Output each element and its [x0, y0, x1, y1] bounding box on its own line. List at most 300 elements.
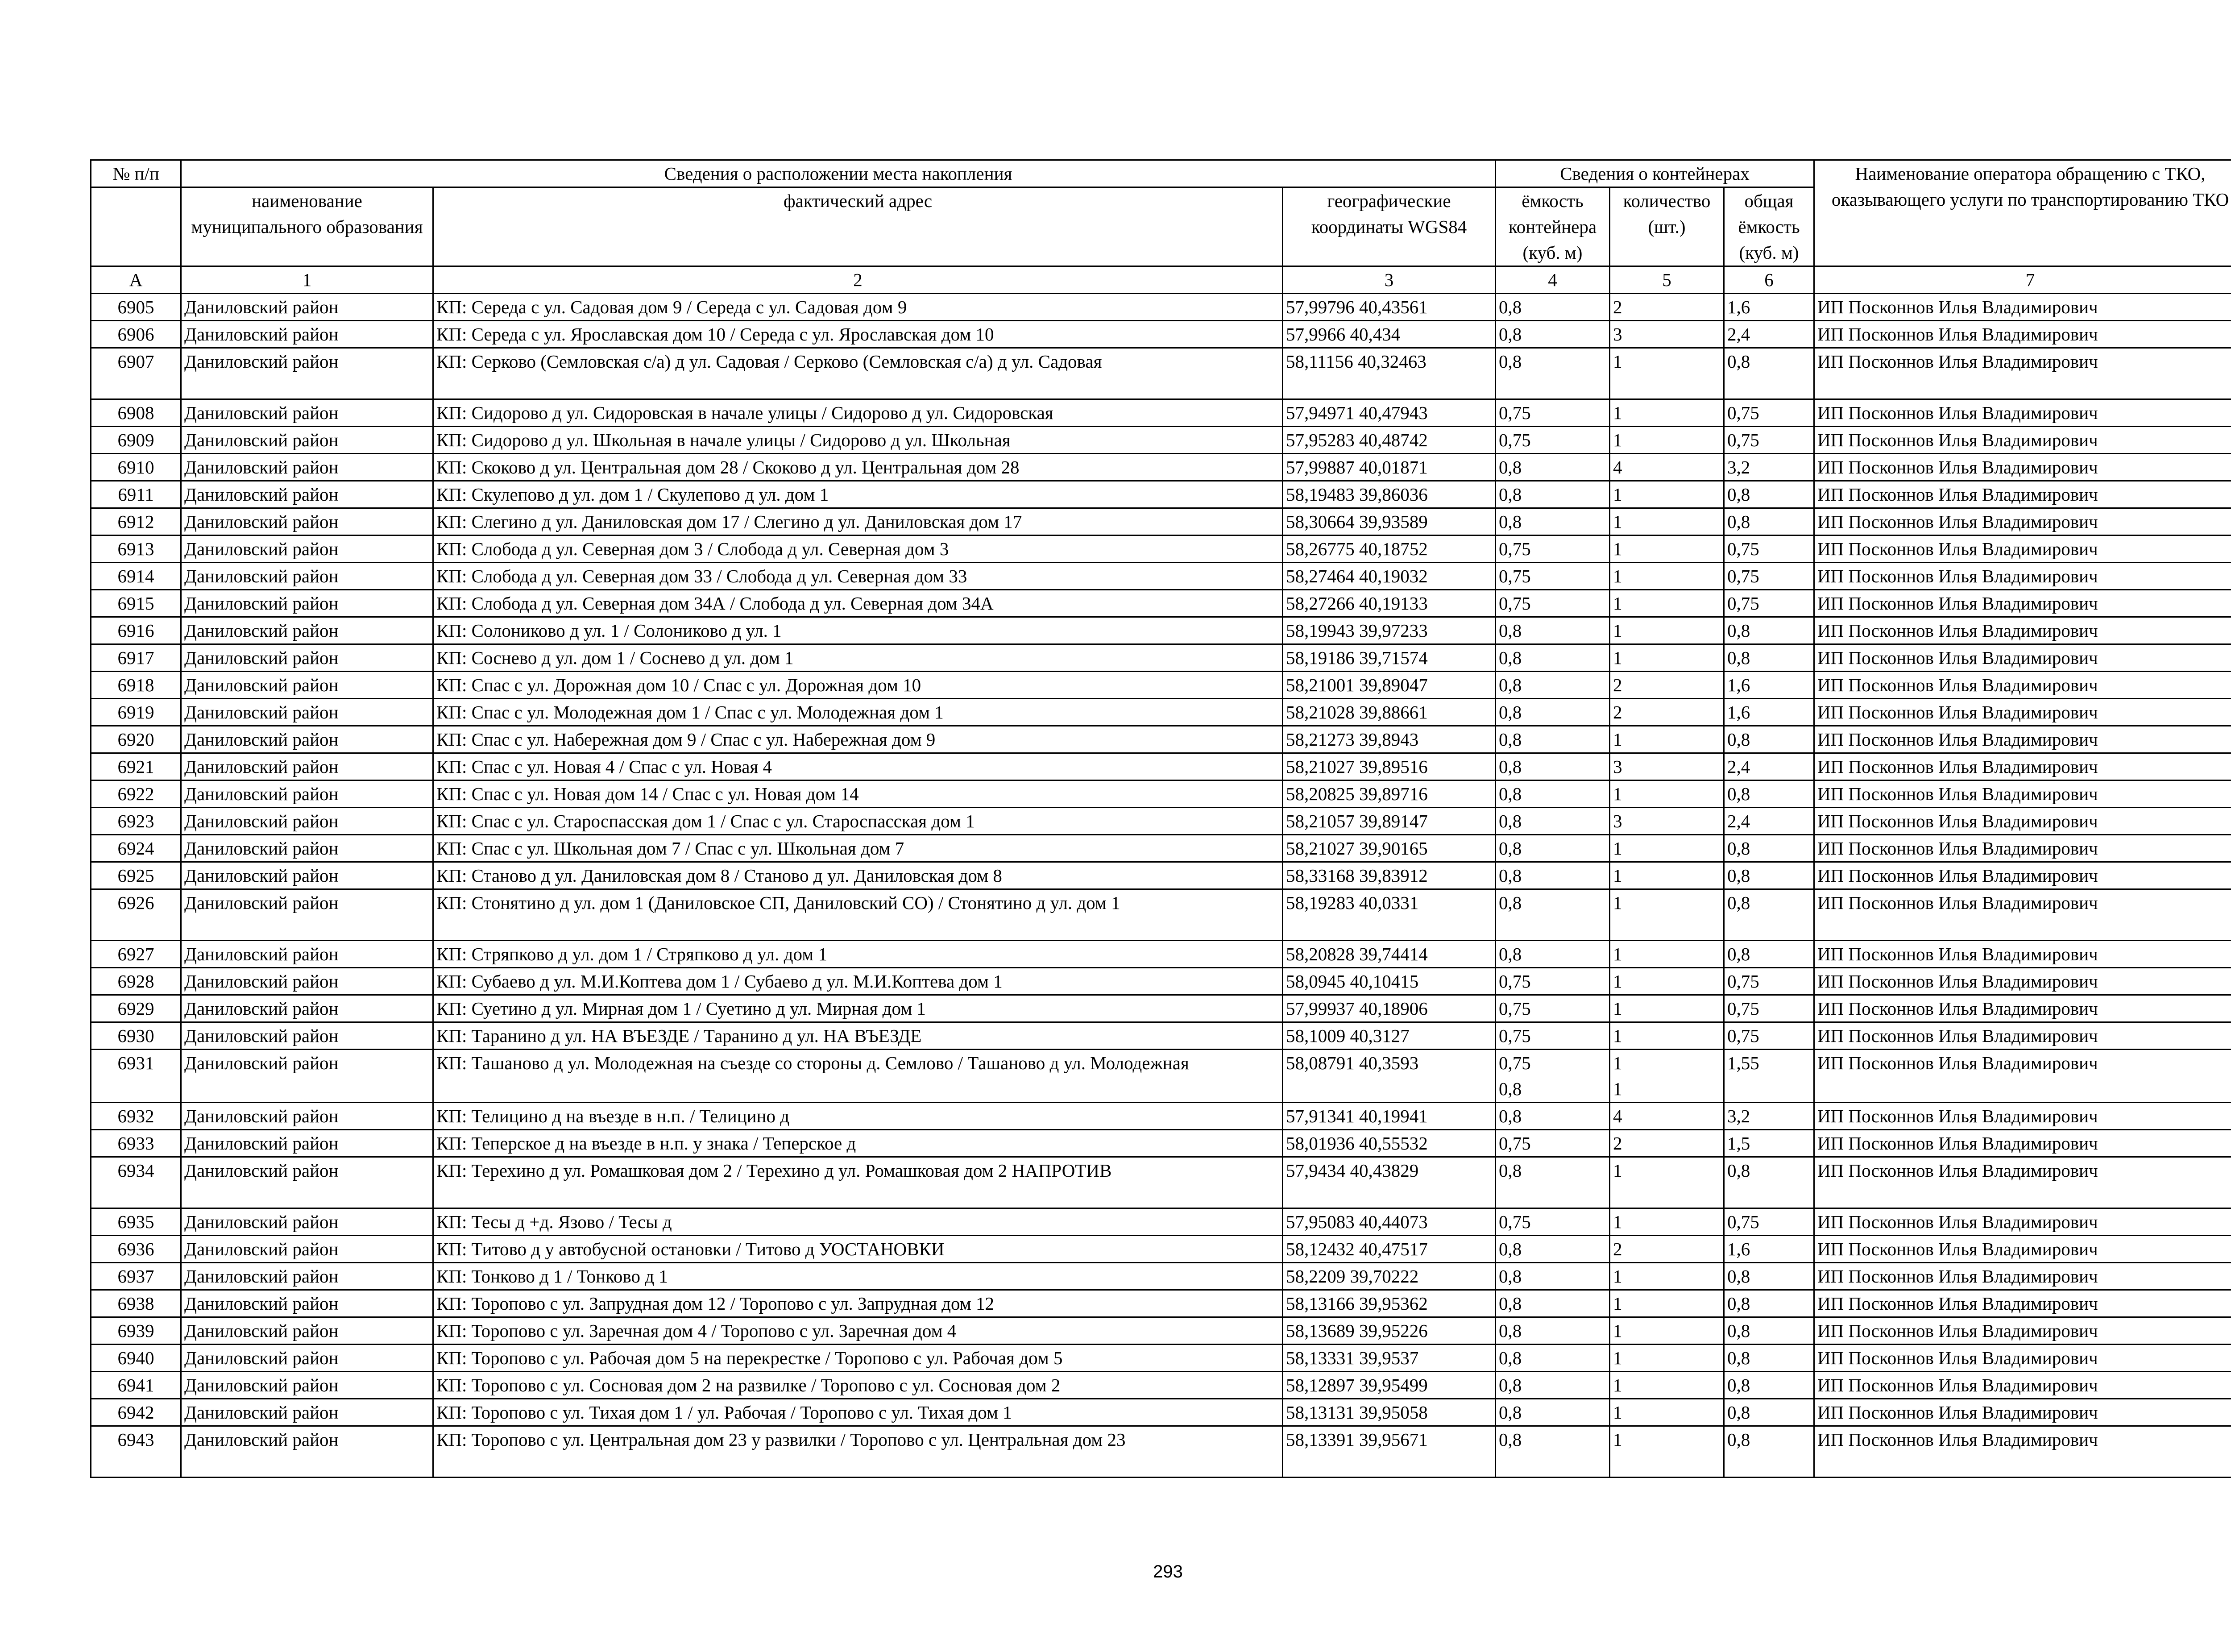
- capacity-cell-value: 0,8: [1499, 838, 1522, 859]
- row-number: 6917: [91, 644, 181, 672]
- municipality-cell: Даниловский район: [181, 563, 433, 590]
- capacity-cell: [1496, 563, 1610, 590]
- capacity-cell: [1496, 348, 1610, 399]
- count-cell: [1610, 726, 1724, 753]
- capacity-cell: [1496, 1317, 1610, 1345]
- count-cell-value: 2: [1613, 675, 1622, 695]
- index-cell: 5: [1610, 266, 1724, 294]
- table-row: [91, 968, 2231, 995]
- municipality-cell: Даниловский район: [181, 454, 433, 481]
- table-row: [91, 1263, 2231, 1290]
- table-row: [91, 941, 2231, 968]
- coords-cell: 58,19186 39,71574: [1283, 644, 1496, 672]
- row-number: 6931: [91, 1050, 181, 1103]
- count-cell-value: 1: [1613, 971, 1622, 992]
- municipality-cell: Даниловский район: [181, 1345, 433, 1372]
- count-cell-value: 1: [1613, 1429, 1622, 1450]
- coords-cell: 58,13689 39,95226: [1283, 1317, 1496, 1345]
- count-cell: [1610, 294, 1724, 321]
- address-cell: КП: Спас с ул. Староспасская дом 1 / Спас с ул. Староспасская дом 1: [433, 808, 1283, 835]
- count-cell-value: 1: [1613, 998, 1622, 1019]
- header-containers-group: Сведения о контейнерах: [1496, 160, 1814, 187]
- total-cell: 0,8: [1724, 617, 1814, 644]
- capacity-cell-value: 0,75: [1499, 998, 1531, 1019]
- coords-cell: 58,20825 39,89716: [1283, 780, 1496, 808]
- address-cell: КП: Сидорово д ул. Сидоровская в начале улицы / Сидорово д ул. Сидоровская: [433, 399, 1283, 427]
- total-cell: 3,2: [1724, 1103, 1814, 1130]
- municipality-cell: Даниловский район: [181, 1022, 433, 1050]
- coords-cell: 58,27266 40,19133: [1283, 590, 1496, 617]
- count-cell-value: 2: [1613, 297, 1622, 317]
- index-cell: 7: [1814, 266, 2231, 294]
- municipality-cell: Даниловский район: [181, 348, 433, 399]
- count-cell: [1610, 427, 1724, 454]
- count-cell: [1610, 399, 1724, 427]
- operator-cell: ИП Посконнов Илья Владимирович: [1814, 1022, 2231, 1050]
- count-cell-value: 1: [1613, 1293, 1622, 1314]
- count-cell: [1610, 563, 1724, 590]
- municipality-cell: Даниловский район: [181, 1372, 433, 1399]
- municipality-cell: Даниловский район: [181, 427, 433, 454]
- capacity-cell: [1496, 808, 1610, 835]
- municipality-cell: Даниловский район: [181, 1157, 433, 1208]
- coords-cell: 58,19283 40,0331: [1283, 889, 1496, 941]
- capacity-cell: [1496, 941, 1610, 968]
- capacity-cell-value: 0,8: [1499, 1079, 1522, 1099]
- capacity-cell: [1496, 617, 1610, 644]
- count-cell: [1610, 508, 1724, 535]
- count-cell: [1610, 1263, 1724, 1290]
- count-cell: [1610, 535, 1724, 563]
- operator-cell: ИП Посконнов Илья Владимирович: [1814, 1263, 2231, 1290]
- header-operator: Наименование оператора обращению с ТКО, оказывающего услуги по транспортированию ТКО: [1814, 160, 2231, 266]
- table-row: [91, 1130, 2231, 1157]
- coords-cell: 58,11156 40,32463: [1283, 348, 1496, 399]
- count-cell-value: 1: [1613, 865, 1622, 886]
- coords-cell: 57,99887 40,01871: [1283, 454, 1496, 481]
- count-cell-value: 1: [1613, 1375, 1622, 1395]
- header-total: общая ёмкость (куб. м): [1724, 187, 1814, 266]
- index-cell: 1: [181, 266, 433, 294]
- count-cell-value: 1: [1613, 1212, 1622, 1232]
- row-number: 6924: [91, 835, 181, 862]
- count-cell: [1610, 348, 1724, 399]
- table-row: [91, 1022, 2231, 1050]
- operator-cell: ИП Посконнов Илья Владимирович: [1814, 427, 2231, 454]
- municipality-cell: Даниловский район: [181, 1236, 433, 1263]
- total-cell: 1,6: [1724, 1236, 1814, 1263]
- table-row: [91, 726, 2231, 753]
- operator-cell: ИП Посконнов Илья Владимирович: [1814, 1345, 2231, 1372]
- table-row: [91, 535, 2231, 563]
- municipality-cell: Даниловский район: [181, 672, 433, 699]
- total-cell: 1,55: [1724, 1050, 1814, 1103]
- count-cell-value: 1: [1613, 539, 1622, 559]
- operator-cell: ИП Посконнов Илья Владимирович: [1814, 321, 2231, 348]
- capacity-cell: [1496, 454, 1610, 481]
- coords-cell: 58,20828 39,74414: [1283, 941, 1496, 968]
- operator-cell: ИП Посконнов Илья Владимирович: [1814, 1426, 2231, 1478]
- capacity-cell: [1496, 644, 1610, 672]
- row-number: 6906: [91, 321, 181, 348]
- row-number: 6939: [91, 1317, 181, 1345]
- count-cell: [1610, 1050, 1724, 1103]
- row-number: 6940: [91, 1345, 181, 1372]
- capacity-cell-value: 0,75: [1499, 1053, 1531, 1073]
- municipality-cell: Даниловский район: [181, 1103, 433, 1130]
- table-row: [91, 454, 2231, 481]
- coords-cell: 58,2209 39,70222: [1283, 1263, 1496, 1290]
- count-cell: [1610, 995, 1724, 1022]
- municipality-cell: Даниловский район: [181, 968, 433, 995]
- count-cell: [1610, 753, 1724, 780]
- municipality-cell: Даниловский район: [181, 481, 433, 508]
- capacity-cell: [1496, 1290, 1610, 1317]
- table-row: [91, 1208, 2231, 1236]
- count-cell-value: 1: [1613, 1402, 1622, 1423]
- coords-cell: 58,12432 40,47517: [1283, 1236, 1496, 1263]
- table-row: [91, 1345, 2231, 1372]
- header-address: фактический адрес: [433, 187, 1283, 266]
- capacity-cell-value: 0,8: [1499, 729, 1522, 750]
- address-cell: КП: Теперское д на въезде в н.п. у знака / Теперское д: [433, 1130, 1283, 1157]
- address-cell: КП: Торопово с ул. Запрудная дом 12 / Торопово с ул. Запрудная дом 12: [433, 1290, 1283, 1317]
- address-cell: КП: Слобода д ул. Северная дом 33 / Слобода д ул. Северная дом 33: [433, 563, 1283, 590]
- row-number: 6935: [91, 1208, 181, 1236]
- table-row: [91, 644, 2231, 672]
- address-cell: КП: Станово д ул. Даниловская дом 8 / Станово д ул. Даниловская дом 8: [433, 862, 1283, 889]
- total-cell: 0,75: [1724, 427, 1814, 454]
- capacity-cell-value: 0,8: [1499, 1293, 1522, 1314]
- address-cell: КП: Торопово с ул. Центральная дом 23 у развилки / Торопово с ул. Центральная дом 23: [433, 1426, 1283, 1478]
- municipality-cell: Даниловский район: [181, 726, 433, 753]
- municipality-cell: Даниловский район: [181, 1130, 433, 1157]
- total-cell: 0,75: [1724, 1022, 1814, 1050]
- total-cell: 0,8: [1724, 481, 1814, 508]
- index-cell: 4: [1496, 266, 1610, 294]
- table-row: [91, 862, 2231, 889]
- count-cell-value: 1: [1613, 403, 1622, 423]
- capacity-cell: [1496, 1022, 1610, 1050]
- table-row: [91, 294, 2231, 321]
- header-location-group: Сведения о расположении места накопления: [181, 160, 1496, 187]
- count-cell-value: 1: [1613, 1348, 1622, 1368]
- total-cell: 0,75: [1724, 1208, 1814, 1236]
- count-cell: [1610, 617, 1724, 644]
- capacity-cell-value: 0,8: [1499, 1106, 1522, 1126]
- capacity-cell-value: 0,75: [1499, 539, 1531, 559]
- count-cell: [1610, 481, 1724, 508]
- total-cell: 0,8: [1724, 508, 1814, 535]
- address-cell: КП: Скоково д ул. Центральная дом 28 / Скоково д ул. Центральная дом 28: [433, 454, 1283, 481]
- index-cell: А: [91, 266, 181, 294]
- row-number: 6937: [91, 1263, 181, 1290]
- address-cell: КП: Слегино д ул. Даниловская дом 17 / Слегино д ул. Даниловская дом 17: [433, 508, 1283, 535]
- operator-cell: ИП Посконнов Илья Владимирович: [1814, 753, 2231, 780]
- municipality-cell: Даниловский район: [181, 1317, 433, 1345]
- row-number: 6927: [91, 941, 181, 968]
- table-row: [91, 699, 2231, 726]
- count-cell-value: 1: [1613, 566, 1622, 586]
- address-cell: КП: Спас с ул. Школьная дом 7 / Спас с ул. Школьная дом 7: [433, 835, 1283, 862]
- total-cell: 0,8: [1724, 1426, 1814, 1478]
- total-cell: 0,8: [1724, 1157, 1814, 1208]
- address-cell: КП: Спас с ул. Набережная дом 9 / Спас с ул. Набережная дом 9: [433, 726, 1283, 753]
- coords-cell: 57,91341 40,19941: [1283, 1103, 1496, 1130]
- table-row: [91, 1290, 2231, 1317]
- table-row: [91, 1372, 2231, 1399]
- capacity-cell: [1496, 835, 1610, 862]
- row-number: 6930: [91, 1022, 181, 1050]
- table-header: [91, 160, 2231, 294]
- address-cell: КП: Спас с ул. Молодежная дом 1 / Спас с ул. Молодежная дом 1: [433, 699, 1283, 726]
- address-cell: КП: Тонково д 1 / Тонково д 1: [433, 1263, 1283, 1290]
- operator-cell: ИП Посконнов Илья Владимирович: [1814, 508, 2231, 535]
- operator-cell: ИП Посконнов Илья Владимирович: [1814, 1130, 2231, 1157]
- address-cell: КП: Торопово с ул. Тихая дом 1 / ул. Рабочая / Торопово с ул. Тихая дом 1: [433, 1399, 1283, 1426]
- municipality-cell: Даниловский район: [181, 399, 433, 427]
- municipality-cell: Даниловский район: [181, 617, 433, 644]
- total-cell: 2,4: [1724, 321, 1814, 348]
- operator-cell: ИП Посконнов Илья Владимирович: [1814, 454, 2231, 481]
- table-row: [91, 1317, 2231, 1345]
- municipality-cell: Даниловский район: [181, 889, 433, 941]
- capacity-cell-value: 0,8: [1499, 1402, 1522, 1423]
- capacity-cell: [1496, 995, 1610, 1022]
- municipality-cell: Даниловский район: [181, 699, 433, 726]
- address-cell: КП: Спас с ул. Новая дом 14 / Спас с ул. Новая дом 14: [433, 780, 1283, 808]
- municipality-cell: Даниловский район: [181, 590, 433, 617]
- capacity-cell: [1496, 1103, 1610, 1130]
- capacity-cell-value: 0,8: [1499, 1160, 1522, 1181]
- total-cell: 0,8: [1724, 889, 1814, 941]
- operator-cell: ИП Посконнов Илья Владимирович: [1814, 1157, 2231, 1208]
- total-cell: 0,8: [1724, 1290, 1814, 1317]
- operator-cell: ИП Посконнов Илья Владимирович: [1814, 699, 2231, 726]
- count-cell: [1610, 699, 1724, 726]
- capacity-cell: [1496, 753, 1610, 780]
- capacity-cell-value: 0,75: [1499, 1212, 1531, 1232]
- count-cell-value: 1: [1613, 784, 1622, 804]
- row-number: 6914: [91, 563, 181, 590]
- row-number: 6920: [91, 726, 181, 753]
- capacity-cell-value: 0,8: [1499, 811, 1522, 831]
- row-number: 6919: [91, 699, 181, 726]
- capacity-cell-value: 0,75: [1499, 593, 1531, 614]
- capacity-cell: [1496, 321, 1610, 348]
- count-cell: [1610, 672, 1724, 699]
- capacity-cell-value: 0,8: [1499, 1320, 1522, 1341]
- address-cell: КП: Слобода д ул. Северная дом 3 / Слобода д ул. Северная дом 3: [433, 535, 1283, 563]
- address-cell: КП: Серково (Семловская с/а) д ул. Садовая / Серково (Семловская с/а) д ул. Садовая: [433, 348, 1283, 399]
- operator-cell: ИП Посконнов Илья Владимирович: [1814, 995, 2231, 1022]
- coords-cell: 58,13331 39,9537: [1283, 1345, 1496, 1372]
- address-cell: КП: Тесы д +д. Язово / Тесы д: [433, 1208, 1283, 1236]
- coords-cell: 57,9434 40,43829: [1283, 1157, 1496, 1208]
- capacity-cell-value: 0,75: [1499, 430, 1531, 450]
- address-cell: КП: Скулепово д ул. дом 1 / Скулепово д ул. дом 1: [433, 481, 1283, 508]
- count-cell-value: 1: [1613, 1053, 1622, 1073]
- row-number: 6925: [91, 862, 181, 889]
- address-cell: КП: Соснево д ул. дом 1 / Соснево д ул. дом 1: [433, 644, 1283, 672]
- header-index-row: [91, 266, 2231, 294]
- total-cell: 1,6: [1724, 672, 1814, 699]
- capacity-cell: [1496, 889, 1610, 941]
- coords-cell: 58,21027 39,89516: [1283, 753, 1496, 780]
- count-cell-value: 1: [1613, 484, 1622, 505]
- total-cell: 2,4: [1724, 753, 1814, 780]
- operator-cell: ИП Посконнов Илья Владимирович: [1814, 294, 2231, 321]
- address-cell: КП: Торопово с ул. Заречная дом 4 / Торопово с ул. Заречная дом 4: [433, 1317, 1283, 1345]
- header-coords: географические координаты WGS84: [1283, 187, 1496, 266]
- total-cell: 0,8: [1724, 1263, 1814, 1290]
- address-cell: КП: Ташаново д ул. Молодежная на съезде со стороны д. Семлово / Ташаново д ул. Молодежная: [433, 1050, 1283, 1103]
- coords-cell: 58,21027 39,90165: [1283, 835, 1496, 862]
- row-number: 6943: [91, 1426, 181, 1478]
- address-cell: КП: Стонятино д ул. дом 1 (Даниловское СП, Даниловский СО) / Стонятино д ул. дом 1: [433, 889, 1283, 941]
- total-cell: 0,8: [1724, 1372, 1814, 1399]
- table-row: [91, 321, 2231, 348]
- index-cell: 6: [1724, 266, 1814, 294]
- coords-cell: 58,33168 39,83912: [1283, 862, 1496, 889]
- capacity-cell-value: 0,8: [1499, 351, 1522, 372]
- table-row: [91, 1399, 2231, 1426]
- index-cell: 2: [433, 266, 1283, 294]
- capacity-cell-value: 0,8: [1499, 620, 1522, 641]
- table-row: [91, 427, 2231, 454]
- count-cell-value: 2: [1613, 702, 1622, 722]
- row-number: 6910: [91, 454, 181, 481]
- row-number: 6942: [91, 1399, 181, 1426]
- capacity-cell-value: 0,8: [1499, 1239, 1522, 1259]
- count-cell: [1610, 889, 1724, 941]
- capacity-cell-value: 0,8: [1499, 944, 1522, 964]
- table-row: [91, 563, 2231, 590]
- capacity-cell: [1496, 1399, 1610, 1426]
- total-cell: 1,5: [1724, 1130, 1814, 1157]
- municipality-cell: Даниловский район: [181, 644, 433, 672]
- row-number: 6929: [91, 995, 181, 1022]
- operator-cell: ИП Посконнов Илья Владимирович: [1814, 862, 2231, 889]
- municipality-cell: Даниловский район: [181, 780, 433, 808]
- row-number: 6911: [91, 481, 181, 508]
- capacity-cell-value: 0,75: [1499, 566, 1531, 586]
- total-cell: 0,75: [1724, 399, 1814, 427]
- coords-cell: 57,9966 40,434: [1283, 321, 1496, 348]
- count-cell: [1610, 862, 1724, 889]
- table-row: [91, 590, 2231, 617]
- address-cell: КП: Солониково д ул. 1 / Солониково д ул. 1: [433, 617, 1283, 644]
- operator-cell: ИП Посконнов Илья Владимирович: [1814, 348, 2231, 399]
- count-cell: [1610, 968, 1724, 995]
- operator-cell: ИП Посконнов Илья Владимирович: [1814, 835, 2231, 862]
- row-number: 6916: [91, 617, 181, 644]
- row-number: 6909: [91, 427, 181, 454]
- operator-cell: ИП Посконнов Илья Владимирович: [1814, 889, 2231, 941]
- municipality-cell: Даниловский район: [181, 753, 433, 780]
- header-capacity: ёмкость контейнера (куб. м): [1496, 187, 1610, 266]
- operator-cell: ИП Посконнов Илья Владимирович: [1814, 726, 2231, 753]
- count-cell: [1610, 1103, 1724, 1130]
- total-cell: 0,8: [1724, 1345, 1814, 1372]
- total-cell: 0,8: [1724, 835, 1814, 862]
- capacity-cell-value: 0,8: [1499, 648, 1522, 668]
- municipality-cell: Даниловский район: [181, 862, 433, 889]
- address-cell: КП: Торопово с ул. Рабочая дом 5 на перекрестке / Торопово с ул. Рабочая дом 5: [433, 1345, 1283, 1372]
- total-cell: 0,8: [1724, 862, 1814, 889]
- count-cell-value: 2: [1613, 1133, 1622, 1154]
- header-municipality: наименование муниципального образования: [181, 187, 433, 266]
- count-cell-value: 1: [1613, 1266, 1622, 1287]
- capacity-cell-value: 0,8: [1499, 511, 1522, 532]
- capacity-cell-value: 0,75: [1499, 1133, 1531, 1154]
- address-cell: КП: Субаево д ул. М.И.Коптева дом 1 / Субаево д ул. М.И.Коптева дом 1: [433, 968, 1283, 995]
- coords-cell: 57,99796 40,43561: [1283, 294, 1496, 321]
- municipality-cell: Даниловский район: [181, 294, 433, 321]
- count-cell: [1610, 590, 1724, 617]
- coords-cell: 57,95083 40,44073: [1283, 1208, 1496, 1236]
- operator-cell: ИП Посконнов Илья Владимирович: [1814, 1372, 2231, 1399]
- municipality-cell: Даниловский район: [181, 835, 433, 862]
- header-num: № п/п: [91, 160, 181, 187]
- address-cell: КП: Терехино д ул. Ромашковая дом 2 / Терехино д ул. Ромашковая дом 2 НАПРОТИВ: [433, 1157, 1283, 1208]
- operator-cell: ИП Посконнов Илья Владимирович: [1814, 644, 2231, 672]
- coords-cell: 58,30664 39,93589: [1283, 508, 1496, 535]
- row-number: 6923: [91, 808, 181, 835]
- total-cell: 0,8: [1724, 1399, 1814, 1426]
- row-number: 6908: [91, 399, 181, 427]
- count-cell-value: 1: [1613, 944, 1622, 964]
- capacity-cell-value: 0,8: [1499, 484, 1522, 505]
- address-cell: КП: Слобода д ул. Северная дом 34А / Слобода д ул. Северная дом 34А: [433, 590, 1283, 617]
- capacity-cell: [1496, 780, 1610, 808]
- coords-cell: 58,19943 39,97233: [1283, 617, 1496, 644]
- row-number: 6912: [91, 508, 181, 535]
- capacity-cell-value: 0,8: [1499, 892, 1522, 913]
- table-row: [91, 780, 2231, 808]
- row-number: 6934: [91, 1157, 181, 1208]
- coords-cell: 58,21057 39,89147: [1283, 808, 1496, 835]
- count-cell-value: 3: [1613, 324, 1622, 345]
- operator-cell: ИП Посконнов Илья Владимирович: [1814, 1208, 2231, 1236]
- capacity-cell-value: 0,8: [1499, 1348, 1522, 1368]
- total-cell: 1,6: [1724, 294, 1814, 321]
- row-number: 6926: [91, 889, 181, 941]
- table-body: [91, 294, 2231, 1478]
- count-cell: [1610, 644, 1724, 672]
- total-cell: 3,2: [1724, 454, 1814, 481]
- total-cell: 1,6: [1724, 699, 1814, 726]
- row-number: 6921: [91, 753, 181, 780]
- capacity-cell-value: 0,8: [1499, 865, 1522, 886]
- coords-cell: 58,26775 40,18752: [1283, 535, 1496, 563]
- municipality-cell: Даниловский район: [181, 1399, 433, 1426]
- header-count: количество (шт.): [1610, 187, 1724, 266]
- capacity-cell: [1496, 1426, 1610, 1478]
- count-cell-value: 1: [1613, 648, 1622, 668]
- count-cell: [1610, 1157, 1724, 1208]
- capacity-cell: [1496, 1208, 1610, 1236]
- count-cell-value: 1: [1613, 1025, 1622, 1046]
- municipality-cell: Даниловский район: [181, 1208, 433, 1236]
- capacity-cell: [1496, 1157, 1610, 1208]
- total-cell: 2,4: [1724, 808, 1814, 835]
- municipality-cell: Даниловский район: [181, 321, 433, 348]
- capacity-cell: [1496, 726, 1610, 753]
- operator-cell: ИП Посконнов Илья Владимирович: [1814, 481, 2231, 508]
- capacity-cell-value: 0,75: [1499, 403, 1531, 423]
- row-number: 6915: [91, 590, 181, 617]
